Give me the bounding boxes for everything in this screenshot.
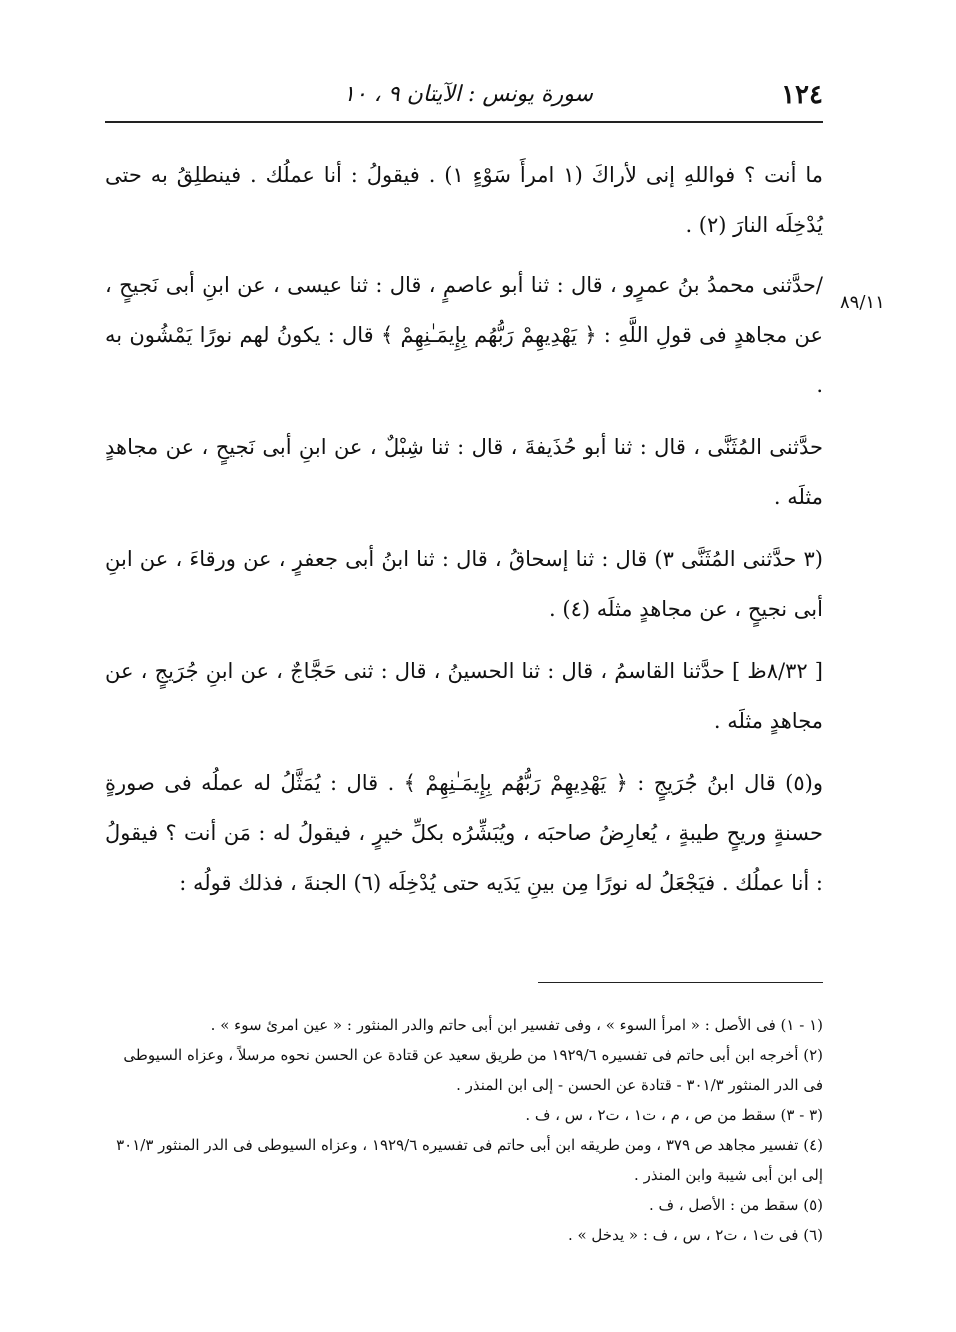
- footnote-4: (٤) تفسير مجاهد ص ٣٧٩ ، ومن طريقه ابن أبى حاتم فى تفسيره ١٩٢٩/٦ ، وعزاه السيوطى فى الدر المنثور ٣٠١/٣ إلى ابن أبى شيبة وابن المنذر .: [116, 1136, 823, 1184]
- paragraph-4: (٣ حدَّثنى المُثَنَّى ٣) قال : ثنا إسحاقُ ، قال : ثنا ابنُ أبى جعفرٍ ، عن ورقاءَ ، عن ابنِ أبى نجيحٍ ، عن مجاهدٍ مثلَه (٤) .: [105, 547, 823, 621]
- footnote-separator: [538, 982, 823, 983]
- footnote-5: (٥) سقط من : الأصل ، ف .: [648, 1196, 823, 1214]
- paragraph-5: [ ٨/٣٢ظ ] حدَّثنا القاسمُ ، قال : ثنا الحسينُ ، قال : ثنى حَجَّاجٌ ، عن ابنِ جُرَيجٍ ، عن مجاهدٍ مثلَه .: [105, 659, 823, 733]
- footnote-3: (٣ - ٣) سقط من ص ، م ، ت١ ، ت٢ ، س ، ف .: [525, 1106, 823, 1124]
- running-title: سورة يونس : الآيتان ٩ ، ١٠: [343, 82, 593, 107]
- footnote-1: (١ - ١) فى الأصل : « امرأ السوء » ، وفى تفسير ابن أبى حاتم والدر المنثور : « عين امرئ سوء » .: [210, 1016, 823, 1034]
- footnotes: [105, 1010, 823, 1250]
- main-text: [105, 150, 823, 920]
- paragraph-1: ما أنت ؟ فواللهِ إنى لأراكَ (١ امرأَ سَوْءٍ ١) . فيقولُ : أنا عملُك . فينطلِقُ به حتى يُدْخِلَه النارَ (٢) .: [105, 163, 823, 237]
- marginal-reference: ٨٩/١١: [840, 292, 885, 313]
- header-rule: [105, 121, 823, 123]
- paragraph-2: /حدَّثنى محمدُ بنُ عمرٍو ، قال : ثنا أبو عاصمٍ ، قال : ثنا عيسى ، عن ابنِ أبى نَجيحٍ ، عن مجاهدٍ فى قولِ اللَّهِ : ﴿ يَهْدِيهِمْ رَبُّهُم بِإِيمَـٰنِهِمْ ﴾ قال : يكونُ لهم نورًا يَمْشُون به .: [105, 273, 823, 397]
- page-header: [105, 78, 823, 118]
- paragraph-3: حدَّثنى المُثَنَّى ، قال : ثنا أبو حُذَيفةَ ، قال : ثنا شِبْلٌ ، عن ابنِ أبى نَجيحٍ ، عن مجاهدٍ مثلَه .: [105, 435, 823, 509]
- footnote-2: (٢) أخرجه ابن أبى حاتم فى تفسيره ١٩٢٩/٦ من طريق سعيد عن قتادة عن الحسن نحوه مرسلاً ، وعزاه السيوطى فى الدر المنثور ٣٠١/٣ - قتادة عن الحسن - إلى ابن المنذر .: [123, 1046, 823, 1094]
- page-number: ١٢٤: [781, 80, 823, 110]
- footnote-6: (٦) فى ت١ ، ت٢ ، س ، ف : « يدخل » .: [567, 1226, 823, 1244]
- paragraph-6: و(٥) قال ابنُ جُرَيجٍ : ﴿ يَهْدِيهِمْ رَبُّهُم بِإِيمَـٰنِهِمْ ﴾ . قال : يُمَثَّلُ له عملُه فى صورةٍ حسنةٍ وريحٍ طيبةٍ ، يُعارِضُ صاحبَه ، ويُبَشِّرُه بكلِّ خيرٍ ، فيقولُ له : مَن أنت ؟ فيقولُ : أنا عملُك . فيَجْعَلُ له نورًا مِن بينِ يَدَيه حتى يُدْخِلَه (٦) الجنةَ ، فذلك قولُه :: [105, 771, 823, 895]
